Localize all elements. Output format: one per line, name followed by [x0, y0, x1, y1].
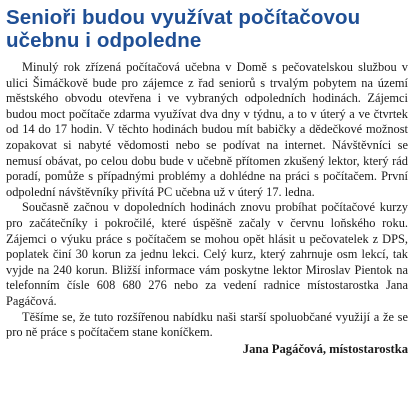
article-headline: Senioři budou využívat počítačovou učebnu i odpoledne [6, 6, 361, 52]
author-signature: Jana Pagáčová, místostarostka [242, 341, 408, 356]
article-paragraph: Současně začnou v dopoledních hodinách znovu probíhat počítačové kurzy pro začátečníky i pokročilé, které úspěšně začaly v červnu loňského roku. Zájemci o výuku práce s počítačem se mohou opět hlásit u pečovatelek z DPS, poplatek činí 30 korun za jednu lekci. Celý kurz, který zahrnuje osm lekcí, tak vyjde na 240 korun. Bližší informace vám poskytne lektor Miroslav Pientok na telefonním čísle 608 680 276 nebo za vedení radnice místostarostka Jana Pagáčová. [6, 200, 408, 308]
article-paragraph: Těšíme se, že tuto rozšířenou nabídku naši starší spoluobčané využijí a že se pro ně práce s počítačem stane koníčkem. [6, 309, 408, 340]
article-paragraph: Minulý rok zřízená počítačová učebna v Domě s pečovatelskou službou v ulici Šimáčkově bude pro zájemce z řad seniorů s trvalým pobytem na území městského obvodu otevřena i ve vybraných odpoledních hodinách. Zájemci budou moct počítače zdarma využívat dva dny v týdnu, a to v úterý a ve čtvrtek od 14 do 17 hodin. V těchto hodinách budou mít babičky a dědečkové možnost zopakovat si nabyté vědomosti nebo se podívat na internet. Návštěvníci se nemusí obávat, po celou dobu bude v učebně přítomen zkušený lektor, který rád poradí, pomůže s případnými problémy a dohlédne na práci s počítačem. První odpolední návštěvníky přivítá PC učebna už v úterý 17. ledna. [6, 60, 408, 199]
article-body [6, 60, 408, 357]
